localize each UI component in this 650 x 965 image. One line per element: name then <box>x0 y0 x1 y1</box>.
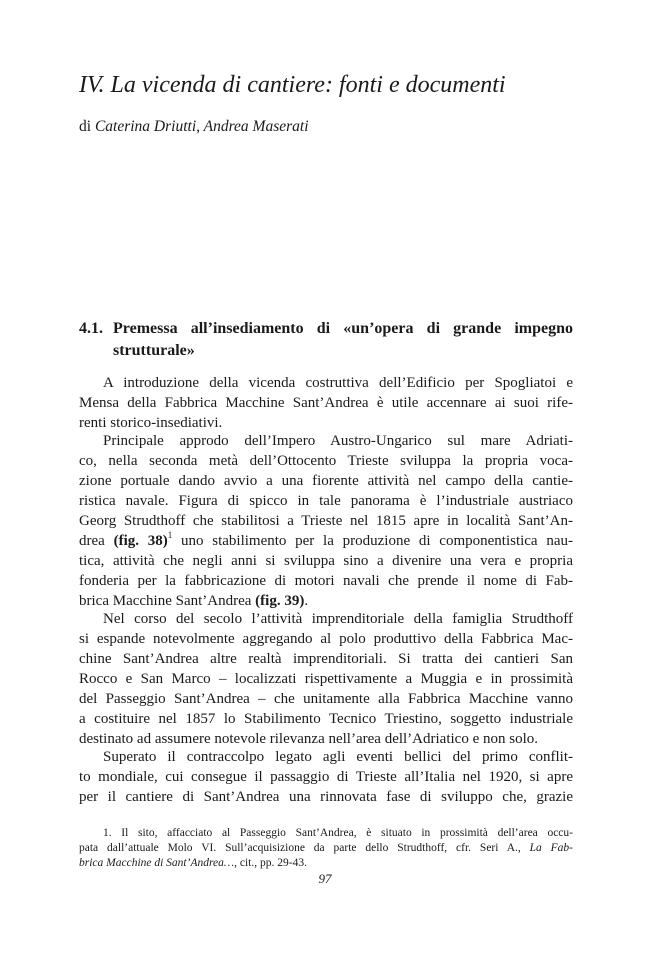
body-line: to mondiale, cui consegue il passaggio di Trieste all’Italia nel 1920, si apre <box>79 769 573 785</box>
body-line: A introduzione della vicenda costruttiva dell’Edificio per Spogliatoi e <box>103 375 573 391</box>
footnote-marker: 1 <box>167 530 173 540</box>
body-line: Georg Strudthoff che stabilitosi a Trieste nel 1815 apre in località Sant’An- <box>79 513 573 529</box>
body-text: drea <box>79 533 105 549</box>
chapter-title: IV. La vicenda di cantiere: fonti e documenti <box>79 72 506 98</box>
page-number: 97 <box>318 871 332 886</box>
footnote-citation-title: brica Macchine di Sant’Andrea… <box>79 857 235 869</box>
body-line: Principale approdo dell’Impero Austro-Ungarico sul mare Adriati- <box>103 433 573 449</box>
body-line: per il cantiere di Sant’Andrea una rinnovata fase di sviluppo che, grazie <box>79 789 573 805</box>
section-number: 4.1. <box>79 320 103 337</box>
body-line: zione portuale dando avvio a una fiorente attività nel campo della cantie- <box>79 473 573 489</box>
footnote-line <box>79 841 573 856</box>
body-line: Rocco e San Marco – localizzati rispettivamente a Muggia e in prossimità <box>79 671 573 687</box>
body-line: Mensa della Fabbrica Macchine Sant’Andrea è utile accennare ai suoi rife- <box>79 395 573 411</box>
body-text: uno stabilimento per la produzione di componentistica nau- <box>172 533 573 549</box>
authors-prefix: di <box>79 118 92 135</box>
body-line: a costituire nel 1857 lo Stabilimento Tecnico Triestino, soggetto industriale <box>79 711 573 727</box>
body-line: ristica navale. Figura di spicco in tale panorama è l’industriale austriaco <box>79 493 573 509</box>
authors-names: Caterina Driutti, Andrea Maserati <box>94 118 309 135</box>
body-line: Superato il contraccolpo legato agli eventi bellici del primo conflit- <box>103 749 573 765</box>
body-line: del Passeggio Sant’Andrea – che unitamente alla Fabbrica Macchine vanno <box>79 691 573 707</box>
body-line: chine Sant’Andrea altre realtà imprenditoriali. Si tratta dei cantieri San <box>79 651 573 667</box>
footnote-citation-title: La Fab- <box>529 842 573 854</box>
figure-reference-39: (fig. 39) <box>255 593 305 609</box>
section-title-line-1: Premessa all’insediamento di «un’opera di grande impegno <box>113 320 573 337</box>
body-line: fonderia per la fabbricazione di motori navali che prende il nome di Fab- <box>79 573 573 589</box>
body-line <box>79 531 573 551</box>
body-line: si espande notevolmente aggregando al polo produttivo della Fabbrica Mac- <box>79 631 573 647</box>
body-text: . <box>304 593 309 609</box>
body-line: destinato ad assumere notevole rilevanza nell’area dell’Adriatico e non solo. <box>79 731 538 747</box>
body-line <box>79 591 573 611</box>
body-line: co, nella seconda metà dell’Ottocento Trieste sviluppa la propria voca- <box>79 453 573 469</box>
body-line: tica, attività che negli anni si sviluppa sino a divenire una vera e propria <box>79 553 573 569</box>
body-text: brica Macchine Sant’Andrea <box>79 593 256 609</box>
footnote-line: 1. Il sito, affacciato al Passeggio Sant’Andrea, è situato in prossimità dell’area occu- <box>103 827 573 839</box>
figure-reference-38: (fig. 38) <box>113 533 168 549</box>
body-line: renti storico-insediativi. <box>79 415 223 431</box>
chapter-authors <box>79 117 309 137</box>
footnote-text: , cit., pp. 29-43. <box>234 857 307 869</box>
body-line: Nel corso del secolo l’attività imprenditoriale della famiglia Strudthoff <box>103 611 573 627</box>
footnote-line <box>79 856 573 871</box>
section-title-line-2: strutturale» <box>113 342 195 359</box>
footnote-text: pata dall’attuale Molo VI. Sull’acquisizione da parte dello Strudthoff, cfr. Seri A., <box>79 842 530 854</box>
